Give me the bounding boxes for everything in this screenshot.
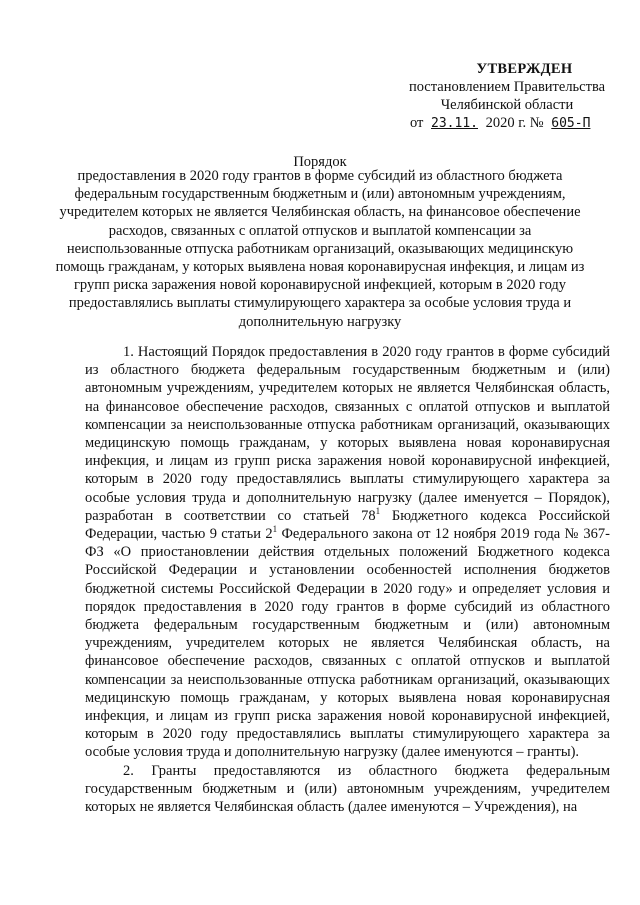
- document-body: [85, 343, 610, 816]
- paragraph-1-part-c: Федерального закона от 12 ноября 2019 года № 367-ФЗ «О приостановлении действия отдельных положений Бюджетного кодекса Российской Федерации и установлении особенностей исполнения бюджетов бюджетной системы Российской Федерации в 2020 году» и определяет условия и порядок предоставления в 2020 году грантов в форме субсидий из областного бюджета федеральным государственным бюджетным и (или) автономным учреждениям, учредителем которых не является Челябинская область, на финансовое обеспечение расходов, связанных с оплатой отпусков и выплатой компенсации за неиспользованные отпуска работникам организаций, оказывающих медицинскую помощь гражданам, у которых выявлена новая коронавирусная инфекция, и лицам из групп риска заражения новой коронавирусной инфекцией, которым в 2020 году предоставлялись выплаты стимулирующего характера за особые условия труда и дополнительную нагрузку (далее именуются – гранты).: [85, 526, 610, 761]
- paragraph-1: [85, 343, 610, 762]
- paragraph-1-part-b: Бюджетного кодекса Российской Федерации, частью 9 статьи 2: [85, 507, 610, 543]
- approval-line-2: Челябинской области: [440, 97, 574, 113]
- date-value: 23.11.: [431, 116, 478, 131]
- paragraph-1-part-a: 1. Настоящий Порядок предоставления в 2020 году грантов в форме субсидий из областного бюджета федеральным государственным бюджетным и (или) автономным учреждениям, учредителем которых не является Челябинская область, на финансовое обеспечение расходов, связанных с оплатой отпусков и выплатой компенсации за неиспользованные отпуска работникам организаций, оказывающих медицинскую помощь гражданам, у которых выявлена новая коронавирусная инфекция, и лицам из групп риска заражения новой коронавирусной инфекцией, которым в 2020 году предоставлялись выплаты стимулирующего характера за особые условия труда и дополнительную нагрузку (далее именуется – Порядок), разработан в соответствии со статьей 78: [85, 344, 610, 524]
- date-prefix: от: [410, 115, 424, 131]
- superscript-1: 1: [375, 506, 381, 516]
- document-number: 605-П: [551, 116, 591, 131]
- approval-date-line: [392, 114, 622, 133]
- year-text: 2020 г. №: [485, 115, 544, 131]
- approval-line-1: постановлением Правительства: [408, 79, 606, 95]
- approval-block: [392, 60, 622, 133]
- document-subtitle: предоставления в 2020 году грантов в форме субсидий из областного бюджета федеральным государственным бюджетным и (или) автономным учреждениям, учредителем которых не является Челябинская область, на финансовое обеспечение расходов, связанных с оплатой отпусков и выплатой компенсации за неиспользованные отпуска работникам организаций, оказывающих медицинскую помощь гражданам, у которых выявлена новая коронавирусная инфекция, и лицам из групп риска заражения новой коронавирусной инфекцией, которым в 2020 году предоставлялись выплаты стимулирующего характера за особые условия труда и дополнительную нагрузку: [55, 168, 585, 330]
- approval-heading: УТВЕРЖДЕН: [476, 61, 573, 77]
- paragraph-2: 2. Гранты предоставляются из областного бюджета федеральным государственным бюджетным и (или) автономным учреждениям, учредителем которых не является Челябинская область (далее именуются – Учреждения), на: [85, 762, 610, 816]
- superscript-2: 1: [272, 524, 278, 535]
- document-title: Порядок: [293, 154, 347, 170]
